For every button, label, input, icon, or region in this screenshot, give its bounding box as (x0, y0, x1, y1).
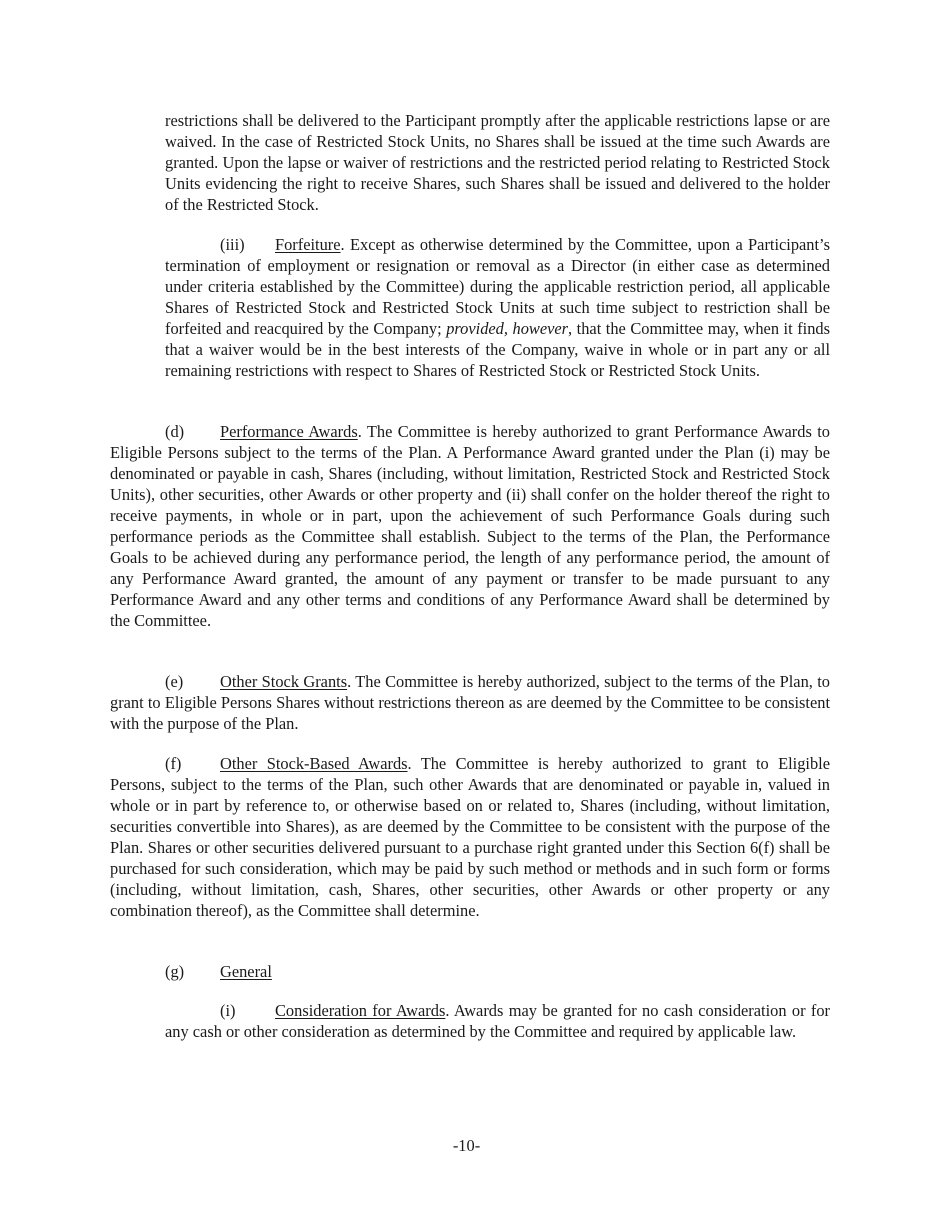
paragraph-text: . The Committee is hereby authorized to grant Performance Awards to Eligible Persons subject to the terms of the Plan. A Performance Award granted under the Plan (i) may be denominated or payable in cash, Shares (including, without limitation, Restricted Stock and Restricted Stock Units), other securities, other Awards or other property and (ii) shall confer on the holder thereof the right to receive payments, in whole or in part, upon the achievement of such Performance Goals during such performance periods as the Committee shall establish. Subject to the terms of the Plan, the Performance Goals to be achieved during any performance period, the length of any performance period, the amount of any Performance Award granted, the amount of any payment or transfer to be made pursuant to any Performance Award and any other terms and conditions of any Performance Award shall be determined by the Committee. (110, 422, 830, 630)
paragraph-continued (165, 110, 830, 215)
paragraph-text: . Awards may be granted for no cash consideration or for any cash or other consideration as determined by the Committee and required by applicable law. (165, 1001, 830, 1041)
paragraph-d-performance-awards (110, 421, 830, 631)
paragraph-text: . The Committee is hereby authorized, subject to the terms of the Plan, to grant to Eligible Persons Shares without restrictions thereon as are deemed by the Committee to be consistent with the purpose of the Plan. (110, 672, 830, 733)
section-heading: Consideration for Awards (275, 1001, 446, 1020)
paragraph-text: , that the Committee may, when it finds that a waiver would be in the best interests of the Company, waive in whole or in part any or all remaining restrictions with respect to Shares of Restricted Stock or Restricted Stock Units. (165, 319, 830, 380)
paragraph-g-general (110, 961, 830, 982)
paragraph-iii-forfeiture (165, 234, 830, 381)
section-heading: Performance Awards (220, 422, 358, 441)
paragraph-text: . Except as otherwise determined by the Committee, upon a Participant’s termination of employment or resignation or removal as a Director (in either case as determined under criteria established by the Committee) during the applicable restriction period, all applicable Shares of Restricted Stock and Restricted Stock Units at such time subject to restriction shall be forfeited and reacquired by the Company; (165, 235, 830, 338)
page-number: -10- (452, 1136, 481, 1155)
paragraph-f-other-stock-based-awards (110, 753, 830, 921)
section-label: (e) (165, 672, 184, 691)
section-heading: Other Stock-Based Awards (220, 754, 408, 773)
section-heading: General (220, 962, 272, 981)
section-label: (i) (220, 1001, 236, 1020)
section-heading: Forfeiture (275, 235, 341, 254)
section-label: (g) (165, 962, 185, 981)
section-heading: Other Stock Grants (220, 672, 348, 691)
section-label: (d) (165, 422, 185, 441)
italic-phrase: provided, however (446, 319, 569, 338)
section-label: (f) (165, 754, 182, 773)
paragraph-g-i-consideration (165, 1000, 830, 1042)
paragraph-text: restrictions shall be delivered to the Participant promptly after the applicable restrictions lapse or are waived. In the case of Restricted Stock Units, no Shares shall be issued at the time such Awards are granted. Upon the lapse or waiver of restrictions and the restricted period relating to Restricted Stock Units evidencing the right to receive Shares, such Shares shall be issued and delivered to the holder of the Restricted Stock. (165, 111, 830, 214)
paragraph-e-other-stock-grants (110, 671, 830, 734)
paragraph-text: . The Committee is hereby authorized to grant to Eligible Persons, subject to the terms of the Plan, such other Awards that are denominated or payable in, valued in whole or in part by reference to, or otherwise based on or related to, Shares (including, without limitation, securities convertible into Shares), as are deemed by the Committee to be consistent with the purpose of the Plan. Shares or other securities delivered pursuant to a purchase right granted under this Section 6(f) shall be purchased for such consideration, which may be paid by such method or methods and in such form or forms (including, without limitation, cash, Shares, other securities, other Awards or other property or any combination thereof), as the Committee shall determine. (110, 754, 830, 920)
section-label: (iii) (220, 235, 245, 254)
